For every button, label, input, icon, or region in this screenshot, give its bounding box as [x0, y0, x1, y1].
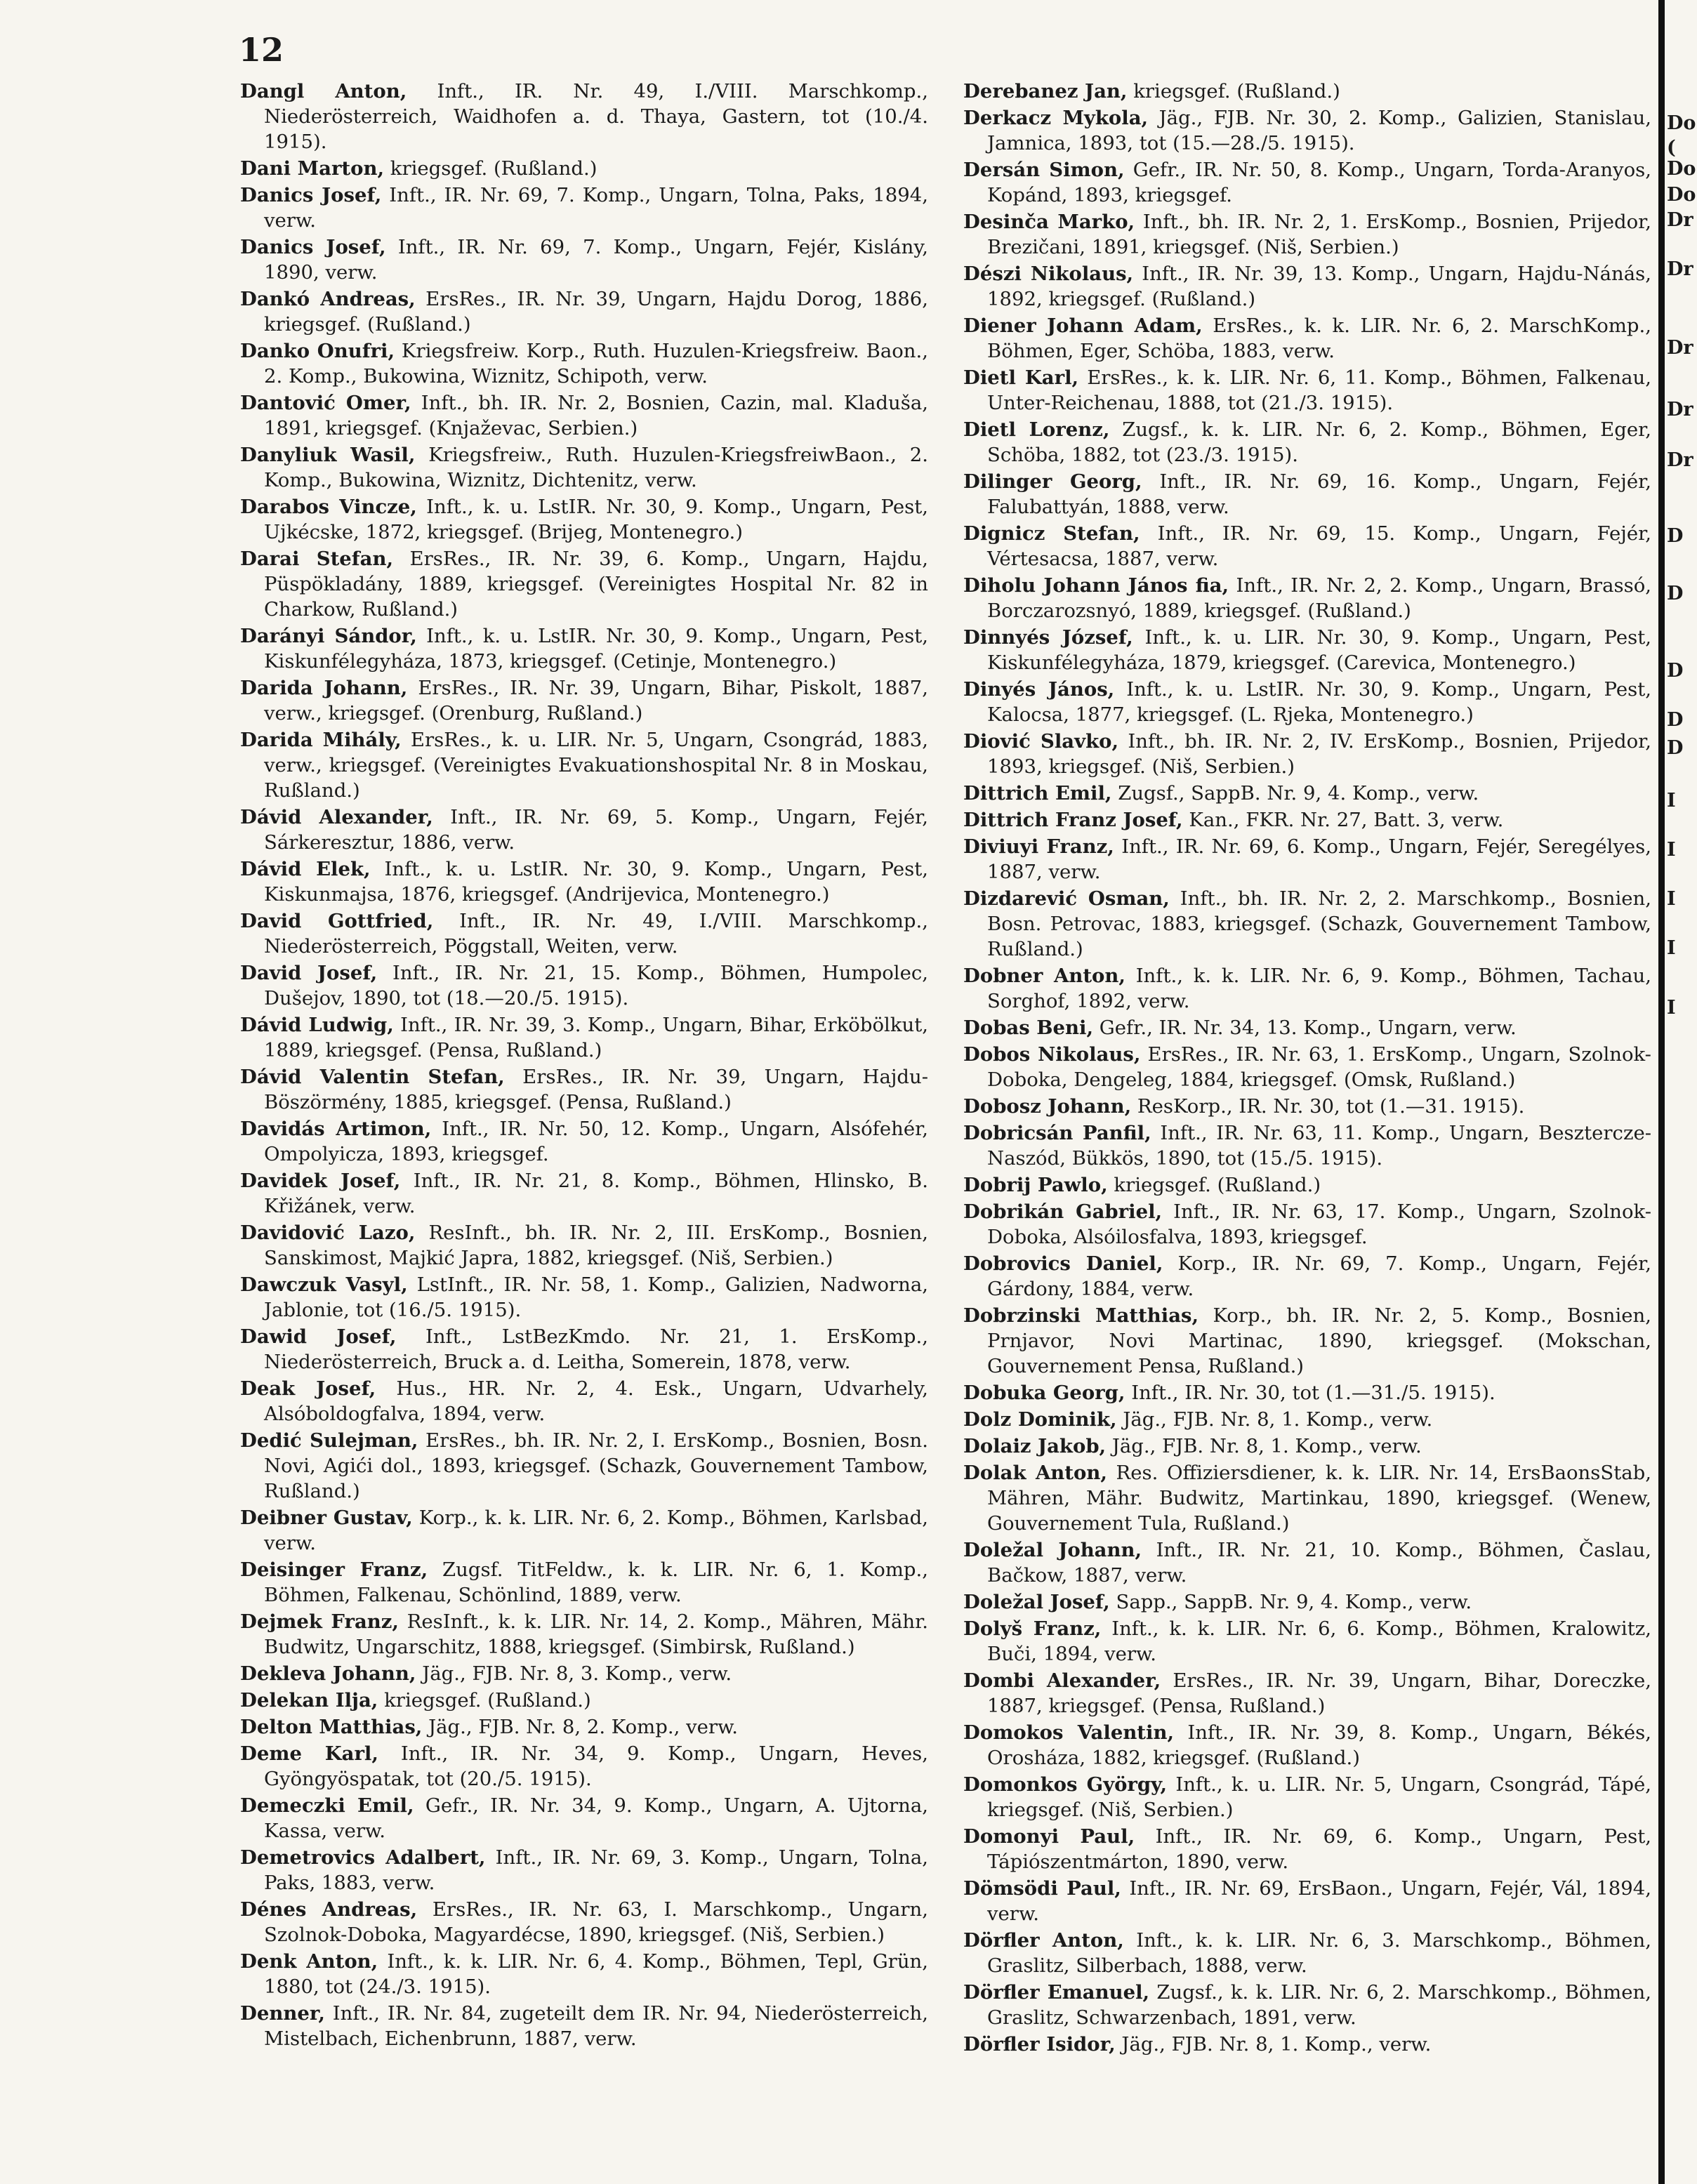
- entry-details: Korp., bh. IR. Nr. 2, 5. Komp., Bosnien, Prnjavor, Novi Martinac, 1890, kriegsgef. (Mokschan, Gouvernement Pensa, Rußland.): [987, 1304, 1651, 1377]
- entry-name: Dekleva Johann,: [240, 1662, 416, 1685]
- entry-name: Dobuka Georg,: [963, 1382, 1125, 1404]
- list-entry: [240, 856, 928, 907]
- page-number: 12: [239, 31, 284, 69]
- list-entry: [240, 338, 928, 389]
- entry-name: Davidek Josef,: [240, 1170, 401, 1192]
- entry-details: ResInft., k. k. LIR. Nr. 14, 2. Komp., Mähren, Mähr. Budwitz, Ungarschitz, 1888, kriegsgef. (Simbirsk, Rußland.): [264, 1610, 928, 1658]
- entry-name: Diener Johann Adam,: [963, 315, 1203, 337]
- list-entry: [963, 1616, 1651, 1667]
- entry-details: Inft., IR. Nr. 63, 11. Komp., Ungarn, Beszterczе-Naszód, Bükkös, 1890, tot (15./5. 1915).: [987, 1122, 1652, 1170]
- list-entry: [963, 313, 1651, 364]
- edge-fragment: Do: [1667, 158, 1696, 180]
- list-entry: [240, 156, 928, 181]
- entry-details: Zugsf., k. k. LIR. Nr. 6, 2. Marschkomp., Böhmen, Graslitz, Schwarzenbach, 1891, verw.: [987, 1981, 1651, 2029]
- entry-name: Dankó Andreas,: [240, 288, 416, 310]
- list-entry: [963, 1172, 1651, 1198]
- list-entry: [963, 1380, 1651, 1405]
- edge-fragment: I: [1667, 790, 1676, 812]
- entry-details: Inft., IR. Nr. 49, I./VIII. Marschkomp., Niederösterreich, Pöggstall, Weiten, verw.: [264, 910, 928, 958]
- entry-name: Dobrovics Daniel,: [963, 1252, 1163, 1275]
- entry-name: Deme Karl,: [240, 1742, 378, 1765]
- entry-details: Inft., IR. Nr. 63, 17. Komp., Ungarn, Szolnok-Doboka, Alsóilosfalva, 1893, kriegsgef.: [987, 1200, 1652, 1248]
- list-entry: [963, 1720, 1651, 1771]
- entry-name: Dolz Dominik,: [963, 1408, 1117, 1431]
- entry-details: Inft., IR. Nr. 69, 6. Komp., Ungarn, Pest, Tápiószentmárton, 1890, verw.: [987, 1825, 1652, 1873]
- edge-fragment: Do: [1667, 112, 1696, 134]
- list-entry: [963, 1303, 1651, 1379]
- entry-name: Derebanez Jan,: [963, 80, 1128, 102]
- list-entry: [963, 1434, 1651, 1459]
- entry-name: Dawid Josef,: [240, 1325, 397, 1348]
- entry-name: Dobrzinski Matthias,: [963, 1304, 1199, 1327]
- entry-details: Inft., bh. IR. Nr. 2, IV. ErsKomp., Bosnien, Prijedor, 1893, kriegsgef. (Niš, Serbien.): [987, 730, 1651, 778]
- list-entry: [240, 623, 928, 674]
- entry-details: Inft., IR. Nr. 84, zugeteilt dem IR. Nr. 94, Niederösterreich, Mistelbach, Eichenbrunn, 1887, verw.: [264, 2002, 928, 2050]
- entry-details: Inft., bh. IR. Nr. 2, Bosnien, Cazin, mal. Kladuša, 1891, kriegsgef. (Knjaževac, Serbien.): [264, 392, 928, 439]
- list-entry: [963, 209, 1651, 260]
- list-entry: [240, 675, 928, 726]
- entry-name: Derkacz Mykola,: [963, 107, 1149, 129]
- entry-name: Dörfler Isidor,: [963, 2033, 1116, 2056]
- list-entry: [240, 494, 928, 545]
- entry-name: Dobricsán Panfil,: [963, 1122, 1151, 1144]
- entry-name: Domonyi Paul,: [963, 1825, 1135, 1848]
- entry-details: kriegsgef. (Rußland.): [378, 1689, 591, 1712]
- entry-name: Deisinger Franz,: [240, 1558, 428, 1581]
- entry-details: Jäg., FJB. Nr. 30, 2. Komp., Galizien, Stanislau, Jamnica, 1893, tot (15.—28./5. 1915).: [987, 107, 1651, 154]
- entry-name: Dávid Valentin Stefan,: [240, 1066, 505, 1088]
- edge-fragment: Do: [1667, 184, 1696, 206]
- entry-details: Inft., k. k. LIR. Nr. 6, 6. Komp., Böhmen, Kralowitz, Buči, 1894, verw.: [987, 1617, 1651, 1665]
- entry-details: Inft., IR. Nr. 21, 10. Komp., Böhmen, Časlau, Bačkow, 1887, verw.: [987, 1539, 1651, 1587]
- list-entry: [240, 546, 928, 622]
- entry-details: Inft., k. k. LIR. Nr. 6, 3. Marschkomp., Böhmen, Graslitz, Silberbach, 1888, verw.: [987, 1929, 1651, 1977]
- entry-name: Davidás Artimon,: [240, 1118, 432, 1140]
- entry-details: ResKorp., IR. Nr. 30, tot (1.—31. 1915).: [1131, 1095, 1525, 1118]
- list-entry: [963, 1015, 1651, 1040]
- list-entry: [963, 261, 1651, 312]
- list-entry: [240, 1714, 928, 1740]
- entry-name: Danics Josef,: [240, 184, 382, 206]
- entry-details: Zugsf., SappB. Nr. 9, 4. Komp., verw.: [1111, 782, 1479, 805]
- entry-name: Dészi Nikolaus,: [963, 263, 1134, 285]
- entry-details: Inft., IR. Nr. 39, 8. Komp., Ungarn, Békés, Orosháza, 1882, kriegsgef. (Rußland.): [987, 1721, 1651, 1769]
- list-entry: [240, 1428, 928, 1504]
- edge-fragment: D: [1667, 583, 1684, 604]
- entry-details: Inft., k. u. LIR. Nr. 30, 9. Komp., Ungarn, Pest, Kiskunfélegyháza, 1879, kriegsgef. (Carevica, Montenegro.): [987, 626, 1651, 674]
- entry-details: Inft., k. u. LstIR. Nr. 30, 9. Komp., Ungarn, Pest, Kiskunfélegyháza, 1873, kriegsgef. (Cetinje, Montenegro.): [264, 625, 928, 673]
- list-entry: [240, 390, 928, 441]
- entry-details: Inft., IR. Nr. 50, 12. Komp., Ungarn, Alsófehér, Ompolyicza, 1893, kriegsgef.: [264, 1118, 928, 1165]
- list-entry: [240, 1741, 928, 1792]
- entry-details: Inft., LstBezKmdo. Nr. 21, 1. ErsKomp., Niederösterreich, Bruck a. d. Leitha, Somerein, 1878, verw.: [264, 1325, 928, 1373]
- entry-details: ErsRes., IR. Nr. 39, Ungarn, Bihar, Doreczke, 1887, kriegsgef. (Pensa, Rußland.): [987, 1669, 1651, 1717]
- entry-name: Dinyés János,: [963, 678, 1115, 701]
- list-entry: [963, 469, 1651, 519]
- list-entry: [240, 960, 928, 1011]
- entry-name: David Josef,: [240, 962, 378, 984]
- entry-details: Korp., k. k. LIR. Nr. 6, 2. Komp., Böhmen, Karlsbad, verw.: [264, 1507, 928, 1554]
- entry-name: Dombi Alexander,: [963, 1669, 1161, 1692]
- edge-fragment: Dr: [1667, 449, 1693, 471]
- entry-details: ErsRes., IR. Nr. 39, 6. Komp., Ungarn, Hajdu, Püspökladány, 1889, kriegsgef. (Vereinigtes Hospital Nr. 82 in Charkow, Rußland.): [264, 548, 928, 621]
- entry-name: Doležal Josef,: [963, 1591, 1110, 1613]
- edge-fragment: D: [1667, 660, 1684, 682]
- entry-details: Hus., HR. Nr. 2, 4. Esk., Ungarn, Udvarhely, Alsóboldogfalva, 1894, verw.: [264, 1377, 928, 1425]
- edge-fragment: I: [1667, 888, 1676, 910]
- entry-name: Deibner Gustav,: [240, 1507, 413, 1529]
- entry-name: Diholu Johann János fia,: [963, 574, 1229, 597]
- list-entry: [240, 286, 928, 337]
- entry-name: David Gottfried,: [240, 910, 434, 932]
- entry-details: Jäg., FJB. Nr. 8, 1. Komp., verw.: [1116, 1408, 1433, 1431]
- list-entry: [240, 1064, 928, 1115]
- entry-name: Dersán Simon,: [963, 159, 1125, 181]
- entry-name: Dignicz Stefan,: [963, 522, 1140, 545]
- list-entry: [240, 183, 928, 233]
- entry-details: Gefr., IR. Nr. 50, 8. Komp., Ungarn, Torda-Aranyos, Kopánd, 1893, kriegsgef.: [987, 159, 1651, 206]
- entry-details: Inft., IR. Nr. 69, 7. Komp., Ungarn, Tolna, Paks, 1894, verw.: [264, 184, 928, 232]
- list-entry: [963, 1980, 1651, 2030]
- list-entry: [240, 1116, 928, 1167]
- list-entry: [240, 1168, 928, 1219]
- entry-name: Dietl Lorenz,: [963, 418, 1110, 441]
- entry-details: ErsRes., IR. Nr. 63, I. Marschkomp., Ungarn, Szolnok-Doboka, Magyardécse, 1890, kriegsgef. (Niš, Serbien.): [264, 1898, 929, 1946]
- list-entry: [240, 1324, 928, 1375]
- list-entry: [963, 677, 1651, 727]
- entry-details: ErsRes., k. k. LIR. Nr. 6, 11. Komp., Böhmen, Falkenau, Unter-Reichenau, 1888, tot (21./3. 1915).: [987, 366, 1651, 414]
- edge-fragment: D: [1667, 737, 1684, 759]
- entry-name: Domonkos György,: [963, 1773, 1168, 1796]
- entry-details: Inft., IR. Nr. 34, 9. Komp., Ungarn, Heves, Gyöngyöspatak, tot (20./5. 1915).: [264, 1742, 928, 1790]
- entry-details: Inft., IR. Nr. 39, 13. Komp., Ungarn, Hajdu-Nánás, 1892, kriegsgef. (Rußland.): [987, 263, 1651, 310]
- list-entry: [963, 1876, 1651, 1926]
- list-entry: [963, 1042, 1651, 1092]
- entry-name: Denk Anton,: [240, 1950, 378, 1973]
- list-entry: [963, 1199, 1651, 1250]
- entry-details: Kriegsfreiw. Korp., Ruth. Huzulen-Kriegsfreiw. Baon., 2. Komp., Bukowina, Wiznitz, Schipoth, verw.: [264, 340, 928, 388]
- entry-name: Dilinger Georg,: [963, 470, 1142, 493]
- entry-name: Darida Mihály,: [240, 729, 402, 751]
- list-entry: [963, 886, 1651, 962]
- list-entry: [963, 781, 1651, 806]
- entry-details: Sapp., SappB. Nr. 9, 4. Komp., verw.: [1109, 1591, 1472, 1613]
- entry-details: Inft., k. k. LIR. Nr. 6, 9. Komp., Böhmen, Tachau, Sorghof, 1892, verw.: [987, 965, 1651, 1012]
- list-entry: [963, 573, 1651, 623]
- entry-details: kriegsgef. (Rußland.): [1107, 1174, 1321, 1196]
- entry-name: Dantović Omer,: [240, 392, 411, 414]
- entry-name: Dietl Karl,: [963, 366, 1079, 389]
- entry-details: Inft., IR. Nr. 21, 8. Komp., Böhmen, Hlinsko, B. Křižánek, verw.: [264, 1170, 928, 1217]
- entry-details: Inft., IR. Nr. 69, 6. Komp., Ungarn, Fejér, Seregélyes, 1887, verw.: [987, 835, 1651, 883]
- entry-details: Res. Offiziersdiener, k. k. LIR. Nr. 14, ErsBaonsStab, Mähren, Mähr. Budwitz, Martinkau, 1890, kriegsgef. (Wenew, Gouvernement Tula, Rußland.): [987, 1462, 1651, 1535]
- entry-name: Demeczki Emil,: [240, 1794, 414, 1817]
- entry-details: Jäg., FJB. Nr. 8, 2. Komp., verw.: [422, 1716, 739, 1738]
- entry-details: ErsRes., IR. Nr. 63, 1. ErsKomp., Ungarn, Szolnok-Doboka, Dengeleg, 1884, kriegsgef. (Omsk, Rußland.): [987, 1043, 1651, 1091]
- entry-details: Inft., k. u. LstIR. Nr. 30, 9. Komp., Ungarn, Pest, Kalocsa, 1877, kriegsgef. (L. Rjeka, Montenegro.): [987, 678, 1652, 726]
- list-entry: [963, 157, 1651, 208]
- edge-fragment: Dr: [1667, 209, 1693, 231]
- entry-name: Delton Matthias,: [240, 1716, 423, 1738]
- entry-details: kriegsgef. (Rußland.): [1127, 80, 1340, 102]
- entry-details: Gefr., IR. Nr. 34, 9. Komp., Ungarn, A. Ujtorna, Kassa, verw.: [264, 1794, 928, 1842]
- edge-fragment: Dr: [1667, 399, 1693, 421]
- entry-name: Delekan Ilja,: [240, 1689, 378, 1712]
- edge-fragment: D: [1667, 709, 1684, 731]
- entry-name: Darai Stefan,: [240, 548, 394, 570]
- entry-details: kriegsgef. (Rußland.): [384, 157, 597, 180]
- list-entry: [240, 234, 928, 285]
- entry-name: Dörfler Emanuel,: [963, 1981, 1150, 2004]
- list-entry: [963, 417, 1651, 468]
- entry-details: Korp., IR. Nr. 69, 7. Komp., Ungarn, Fejér, Gárdony, 1884, verw.: [987, 1252, 1652, 1300]
- entry-name: Dolaiz Jakob,: [963, 1435, 1107, 1457]
- binding-shadow: [1658, 0, 1665, 2184]
- entry-details: Inft., k. u. LstIR. Nr. 30, 9. Komp., Ungarn, Pest, Ujkécske, 1872, kriegsgef. (Brijeg, Montenegro.): [264, 496, 928, 543]
- entry-details: Kriegsfreiw., Ruth. Huzulen-KriegsfreiwBaon., 2. Komp., Bukowina, Wiznitz, Dichtenitz, verw.: [264, 444, 928, 491]
- edge-fragment: D: [1667, 525, 1684, 547]
- list-entry: [240, 1661, 928, 1686]
- list-entry: [240, 1609, 928, 1660]
- list-entry: [963, 1537, 1651, 1588]
- entry-name: Darida Johann,: [240, 677, 408, 699]
- list-entry: [963, 1589, 1651, 1615]
- entry-name: Deak Josef,: [240, 1377, 376, 1400]
- entry-details: Inft., IR. Nr. 69, 3. Komp., Ungarn, Tolna, Paks, 1883, verw.: [264, 1846, 928, 1894]
- entry-details: Gefr., IR. Nr. 34, 13. Komp., Ungarn, verw.: [1093, 1017, 1517, 1039]
- list-entry: [963, 625, 1651, 675]
- entry-details: Jäg., FJB. Nr. 8, 1. Komp., verw.: [1115, 2033, 1432, 2056]
- list-entry: [240, 1272, 928, 1323]
- entry-details: Inft., IR. Nr. 49, I./VIII. Marschkomp., Niederösterreich, Waidhofen a. d. Thaya, Gastern, tot (10./4. 1915).: [264, 80, 928, 153]
- list-entry: [963, 807, 1651, 833]
- list-entry: [963, 1824, 1651, 1874]
- edge-fragment: I: [1667, 997, 1676, 1019]
- edge-fragment: I: [1667, 937, 1676, 959]
- entry-name: Dávid Ludwig,: [240, 1014, 394, 1036]
- list-entry: [963, 1094, 1651, 1119]
- entry-details: Inft., IR. Nr. 69, ErsBaon., Ungarn, Fejér, Vál, 1894, verw.: [987, 1877, 1651, 1925]
- entry-name: Dobrij Pawlo,: [963, 1174, 1108, 1196]
- entry-details: Inft., k. u. LstIR. Nr. 30, 9. Komp., Ungarn, Pest, Kiskunmajsa, 1876, kriegsgef. (Andrijevica, Montenegro.): [264, 858, 928, 906]
- list-entry: [240, 908, 928, 959]
- entry-name: Denner,: [240, 2002, 325, 2025]
- list-entry: [240, 727, 928, 803]
- edge-fragment: I: [1667, 839, 1676, 861]
- entry-name: Doležal Johann,: [963, 1539, 1142, 1561]
- entry-details: Jäg., FJB. Nr. 8, 1. Komp., verw.: [1106, 1435, 1422, 1457]
- entry-name: Dangl Anton,: [240, 80, 407, 102]
- entry-details: ErsRes., IR. Nr. 39, Ungarn, Bihar, Piskolt, 1887, verw., kriegsgef. (Orenburg, Rußland.): [264, 677, 928, 724]
- edge-fragment: (: [1667, 137, 1676, 159]
- entry-details: Inft., IR. Nr. 69, 7. Komp., Ungarn, Fejér, Kislány, 1890, verw.: [264, 236, 928, 284]
- entry-details: Inft., k. u. LIR. Nr. 5, Ungarn, Csongrád, Tápé, kriegsgef. (Niš, Serbien.): [987, 1773, 1651, 1821]
- list-entry: [963, 1928, 1651, 1978]
- entry-name: Darányi Sándor,: [240, 625, 417, 647]
- entry-details: ErsRes., IR. Nr. 39, Ungarn, Hajdu-Böszörmény, 1885, kriegsgef. (Pensa, Rußland.): [264, 1066, 928, 1113]
- edge-fragment: Dr: [1667, 258, 1693, 280]
- entry-name: Demetrovics Adalbert,: [240, 1846, 486, 1869]
- entry-name: Dömsödi Paul,: [963, 1877, 1121, 1900]
- list-entry: [240, 79, 928, 154]
- entry-name: Dinnyés József,: [963, 626, 1133, 649]
- list-entry: [240, 1012, 928, 1063]
- entry-details: Inft., IR. Nr. 30, tot (1.—31./5. 1915).: [1125, 1382, 1495, 1404]
- entry-name: Danics Josef,: [240, 236, 386, 258]
- entry-name: Dejmek Franz,: [240, 1610, 399, 1633]
- entry-name: Dolak Anton,: [963, 1462, 1107, 1484]
- entry-name: Diović Slavko,: [963, 730, 1119, 753]
- entry-name: Dávid Elek,: [240, 858, 371, 880]
- left-column: [240, 79, 928, 2053]
- entry-details: Inft., IR. Nr. 69, 5. Komp., Ungarn, Fejér, Sárkeresztur, 1886, verw.: [264, 806, 928, 854]
- entry-name: Davidović Lazo,: [240, 1222, 416, 1244]
- entry-name: Dénes Andreas,: [240, 1898, 418, 1921]
- list-entry: [963, 963, 1651, 1014]
- list-entry: [240, 1897, 928, 1947]
- list-entry: [240, 805, 928, 855]
- list-entry: [963, 729, 1651, 779]
- entry-name: Dobrikán Gabriel,: [963, 1200, 1163, 1223]
- list-entry: [240, 1505, 928, 1556]
- list-entry: [963, 365, 1651, 416]
- list-entry: [240, 2001, 928, 2051]
- entry-details: Inft., k. k. LIR. Nr. 6, 4. Komp., Böhmen, Tepl, Grün, 1880, tot (24./3. 1915).: [264, 1950, 928, 1998]
- entry-details: Zugsf. TitFeldw., k. k. LIR. Nr. 6, 1. Komp., Böhmen, Falkenau, Schönlind, 1889, verw.: [264, 1558, 928, 1606]
- entry-name: Dávid Alexander,: [240, 806, 433, 828]
- entry-name: Dittrich Franz Josef,: [963, 809, 1183, 831]
- entry-name: Dolyš Franz,: [963, 1617, 1102, 1640]
- list-entry: [963, 1120, 1651, 1171]
- entry-details: Kan., FKR. Nr. 27, Batt. 3, verw.: [1182, 809, 1504, 831]
- list-entry: [963, 1407, 1651, 1432]
- entry-name: Dobner Anton,: [963, 965, 1125, 987]
- entry-name: Danyliuk Wasil,: [240, 444, 416, 466]
- list-entry: [963, 1251, 1651, 1302]
- list-entry: [963, 1668, 1651, 1719]
- entry-name: Danko Onufri,: [240, 340, 395, 362]
- list-entry: [963, 1460, 1651, 1536]
- list-entry: [240, 442, 928, 493]
- list-entry: [963, 834, 1651, 885]
- entry-name: Dizdarević Osman,: [963, 887, 1170, 910]
- entry-name: Domokos Valentin,: [963, 1721, 1175, 1744]
- list-entry: [240, 1376, 928, 1427]
- entry-details: LstInft., IR. Nr. 58, 1. Komp., Galizien, Nadworna, Jablonie, tot (16./5. 1915).: [264, 1273, 928, 1321]
- entry-name: Dobos Nikolaus,: [963, 1043, 1141, 1066]
- list-entry: [963, 105, 1651, 156]
- entry-name: Dörfler Anton,: [963, 1929, 1124, 1952]
- entry-name: Desinča Marko,: [963, 211, 1135, 233]
- entry-name: Diviuyi Franz,: [963, 835, 1114, 858]
- list-entry: [963, 79, 1651, 104]
- entry-details: ErsRes., k. k. LIR. Nr. 6, 2. MarschKomp., Böhmen, Eger, Schöba, 1883, verw.: [987, 315, 1651, 362]
- entry-details: Inft., bh. IR. Nr. 2, 1. ErsKomp., Bosnien, Prijedor, Brezičani, 1891, kriegsgef. (Niš, Serbien.): [987, 211, 1651, 258]
- entry-details: Inft., IR. Nr. 39, 3. Komp., Ungarn, Bihar, Erköbölkut, 1889, kriegsgef. (Pensa, Rußland.): [264, 1014, 928, 1061]
- list-entry: [240, 1220, 928, 1271]
- entry-details: Jäg., FJB. Nr. 8, 3. Komp., verw.: [416, 1662, 732, 1685]
- entry-details: Inft., IR. Nr. 2, 2. Komp., Ungarn, Brassó, Borczarozsnyó, 1889, kriegsgef. (Rußland.): [987, 574, 1651, 622]
- right-column: [963, 79, 1651, 2058]
- list-entry: [963, 2032, 1651, 2057]
- entry-name: Dobosz Johann,: [963, 1095, 1132, 1118]
- entry-name: Darabos Vincze,: [240, 496, 417, 518]
- entry-name: Dobas Beni,: [963, 1017, 1094, 1039]
- list-entry: [240, 1949, 928, 1999]
- entry-details: Inft., IR. Nr. 69, 15. Komp., Ungarn, Fejér, Vértesacsa, 1887, verw.: [987, 522, 1651, 570]
- entry-details: ResInft., bh. IR. Nr. 2, III. ErsKomp., Bosnien, Sanskimost, Majkić Japra, 1882, kriegsgef. (Niš, Serbien.): [264, 1222, 928, 1269]
- list-entry: [240, 1557, 928, 1608]
- entry-details: ErsRes., bh. IR. Nr. 2, I. ErsKomp., Bosnien, Bosn. Novi, Agići dol., 1893, kriegsgef. (Schazk, Gouvernement Tambow, Rußland.): [264, 1429, 928, 1502]
- entry-name: Dani Marton,: [240, 157, 385, 180]
- list-entry: [963, 521, 1651, 571]
- list-entry: [240, 1793, 928, 1844]
- entry-details: ErsRes., IR. Nr. 39, Ungarn, Hajdu Dorog, 1886, kriegsgef. (Rußland.): [264, 288, 928, 336]
- entry-details: Inft., IR. Nr. 21, 15. Komp., Böhmen, Humpolec, Dušejov, 1890, tot (18.—20./5. 1915).: [264, 962, 929, 1010]
- list-entry: [963, 1772, 1651, 1822]
- entry-name: Dittrich Emil,: [963, 782, 1112, 805]
- list-entry: [240, 1845, 928, 1895]
- entry-details: ErsRes., k. u. LIR. Nr. 5, Ungarn, Csongrád, 1883, verw., kriegsgef. (Vereinigtes Evakuationshospital Nr. 8 in Moskau, Rußland.): [264, 729, 928, 802]
- entry-name: Dedić Sulejman,: [240, 1429, 418, 1452]
- entry-details: Zugsf., k. k. LIR. Nr. 6, 2. Komp., Böhmen, Eger, Schöba, 1882, tot (23./3. 1915).: [987, 418, 1651, 466]
- edge-fragment: Dr: [1667, 337, 1693, 359]
- list-entry: [240, 1688, 928, 1713]
- entry-details: Inft., bh. IR. Nr. 2, 2. Marschkomp., Bosnien, Bosn. Petrovac, 1883, kriegsgef. (Schazk, Gouvernement Tambow, Rußland.): [987, 887, 1651, 960]
- entry-name: Dawczuk Vasyl,: [240, 1273, 408, 1296]
- entry-details: Inft., IR. Nr. 69, 16. Komp., Ungarn, Fejér, Falubattyán, 1888, verw.: [987, 470, 1651, 518]
